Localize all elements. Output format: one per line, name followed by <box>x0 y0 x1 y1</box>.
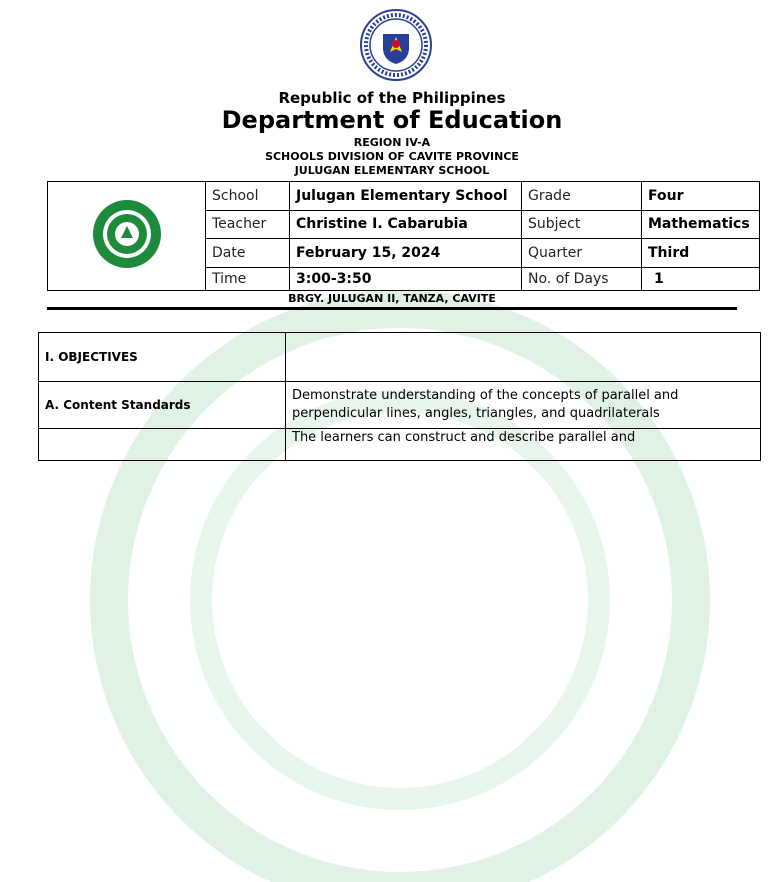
header-divider <box>47 307 737 310</box>
school-info-table <box>47 181 760 291</box>
days-label: No. of Days <box>522 267 642 290</box>
date-label: Date <box>206 239 290 268</box>
time-label: Time <box>206 267 290 290</box>
lesson-plan-table <box>38 332 761 461</box>
subject-value: Mathematics <box>642 210 760 239</box>
content-standards-line-1: Demonstrate understanding of the concepts of parallel and <box>292 388 679 403</box>
days-value: 1 <box>642 267 760 290</box>
performance-standards-cell <box>286 429 761 461</box>
time-value: 3:00-3:50 <box>290 267 522 290</box>
school-value: Julugan Elementary School <box>290 182 522 211</box>
grade-value: Four <box>642 182 760 211</box>
deped-seal-icon <box>359 8 433 82</box>
teacher-value: Christine I. Cabarubia <box>290 210 522 239</box>
objectives-heading: I. OBJECTIVES <box>39 333 286 382</box>
school-name-header: JULUGAN ELEMENTARY SCHOOL <box>294 164 490 177</box>
teacher-label: Teacher <box>206 210 290 239</box>
objectives-cell <box>286 333 761 382</box>
division-name: SCHOOLS DIVISION OF CAVITE PROVINCE <box>265 150 519 163</box>
performance-standards-text: The learners can construct and describe parallel and <box>292 430 636 445</box>
content-standards-heading: A. Content Standards <box>39 382 286 429</box>
school-logo-icon <box>91 198 163 270</box>
performance-standards-heading-cell <box>39 429 286 461</box>
quarter-value: Third <box>642 239 760 268</box>
content-standards-cell <box>286 382 761 429</box>
content-standards-line-2: perpendicular lines, angles, triangles, and quadrilaterals <box>292 406 660 421</box>
quarter-label: Quarter <box>522 239 642 268</box>
department-name: Department of Education <box>221 106 563 134</box>
subject-label: Subject <box>522 210 642 239</box>
school-logo-cell <box>48 182 206 291</box>
date-value: February 15, 2024 <box>290 239 522 268</box>
country-name: Republic of the Philippines <box>278 89 506 107</box>
region-name: REGION IV-A <box>353 136 431 149</box>
grade-label: Grade <box>522 182 642 211</box>
school-label: School <box>206 182 290 211</box>
school-address: BRGY. JULUGAN II, TANZA, CAVITE <box>288 292 496 305</box>
